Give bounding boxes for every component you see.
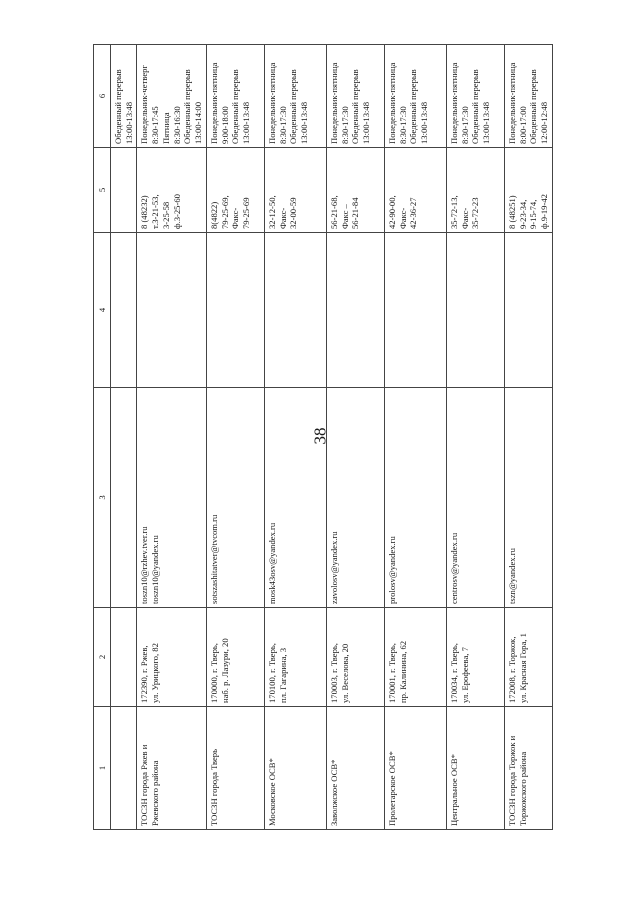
schedule: Обеденный перерыв 13:00-13:48 <box>111 45 137 148</box>
table-row <box>111 45 137 830</box>
email: toszn10@rzhev.tver.ru toszn10@yandex.ru <box>137 388 206 608</box>
table-row <box>137 45 206 830</box>
table-row <box>504 45 552 830</box>
header-row <box>94 45 111 830</box>
table-row <box>206 45 264 830</box>
schedule: Понедельник-пятница 9:00-18:00 Обеденный перерыв 13:00-13:48 <box>206 45 264 148</box>
address: 170001, г. Тверь, пр. Калинина, 62 <box>384 608 446 707</box>
offices-table <box>93 44 553 830</box>
table-row <box>264 45 326 830</box>
office-name: ТОСЗН города Тверь <box>206 707 264 830</box>
column-4 <box>206 233 264 388</box>
table-row <box>326 45 384 830</box>
page-number-text: 38 <box>310 427 329 445</box>
column-4 <box>326 233 384 388</box>
phone: 32-12-50, Факс- 32-00-59 <box>264 148 326 233</box>
header-cell: 5 <box>94 148 111 233</box>
schedule: Понедельник-пятница 8:30-17:30 Обеденный перерыв 13:00-13:48 <box>264 45 326 148</box>
email: centrosv@yandex.ru <box>446 388 504 608</box>
office-name: ТОСЗН города Ржев и Ржевского района <box>137 707 206 830</box>
address: 170003, г. Тверь, ул. Веселова, 20 <box>326 608 384 707</box>
office-name: Центральное ОСВ* <box>446 707 504 830</box>
phone: 56-21-68, Факс – 56-21-84 <box>326 148 384 233</box>
schedule: Понедельник-пятница 8:30-17:30 Обеденный перерыв 13:00-13:48 <box>384 45 446 148</box>
email: prolosv@yandex.ru <box>384 388 446 608</box>
email: sotszashitatver@tvcom.ru <box>206 388 264 608</box>
header-cell: 1 <box>94 707 111 830</box>
rotated-table-container <box>93 45 550 830</box>
header-cell: 3 <box>94 388 111 608</box>
column-4 <box>111 233 137 388</box>
header-cell: 6 <box>94 45 111 148</box>
phone: 42-90-00, Факс- 42-36-27 <box>384 148 446 233</box>
phone: 8 (48232) т.3-21-53, 3-25-58 ф.3-25-60 <box>137 148 206 233</box>
phone <box>111 148 137 233</box>
table-row <box>384 45 446 830</box>
address: 170000, г. Тверь, наб. р. Лазури, 20 <box>206 608 264 707</box>
schedule: Понедельник-четверг 8:30-17:45 Пятница 8:30-16:30 Обеденный перерыв 13:00-14:00 <box>137 45 206 148</box>
email <box>111 388 137 608</box>
office-name <box>111 707 137 830</box>
column-4 <box>446 233 504 388</box>
phone: 8 (48251) 9-23-34, 9-15-74, ф.9-19-42 <box>504 148 552 233</box>
address: 172390, г. Ржев, ул. Урицкого, 82 <box>137 608 206 707</box>
office-name: Пролетарское ОСВ* <box>384 707 446 830</box>
column-4 <box>384 233 446 388</box>
phone: 8(4822) 79-25-69, Факс- 79-25-69 <box>206 148 264 233</box>
address: 172008, г. Торжок, ул. Красная Гора, 1 <box>504 608 552 707</box>
email: mosk43osv@yandex.ru <box>264 388 326 608</box>
phone: 35-72-13, Факс- 35-72-23 <box>446 148 504 233</box>
table-row <box>446 45 504 830</box>
schedule: Понедельник-пятница 8:30-17:30 Обеденный перерыв 13:00-13:48 <box>326 45 384 148</box>
column-4 <box>264 233 326 388</box>
email: zavolosv@yandex.ru <box>326 388 384 608</box>
office-name: ТОСЗН города Торжок и Торжокского района <box>504 707 552 830</box>
address: 170034, г. Тверь, ул. Ерофеева, 7 <box>446 608 504 707</box>
column-4 <box>504 233 552 388</box>
column-4 <box>137 233 206 388</box>
email: tszn@yandex.ru <box>504 388 552 608</box>
office-name: Заволжское ОСВ* <box>326 707 384 830</box>
schedule: Понедельник-пятница 8:30-17:30 Обеденный перерыв 13:00-13:48 <box>446 45 504 148</box>
address: 170100, г. Тверь, пл. Гагарина, 3 <box>264 608 326 707</box>
schedule: Понедельник-пятница 8:00-17:00 Обеденный перерыв 12:00-12:48 <box>504 45 552 148</box>
office-name: Московское ОСВ* <box>264 707 326 830</box>
address <box>111 608 137 707</box>
header-cell: 4 <box>94 233 111 388</box>
header-cell: 2 <box>94 608 111 707</box>
